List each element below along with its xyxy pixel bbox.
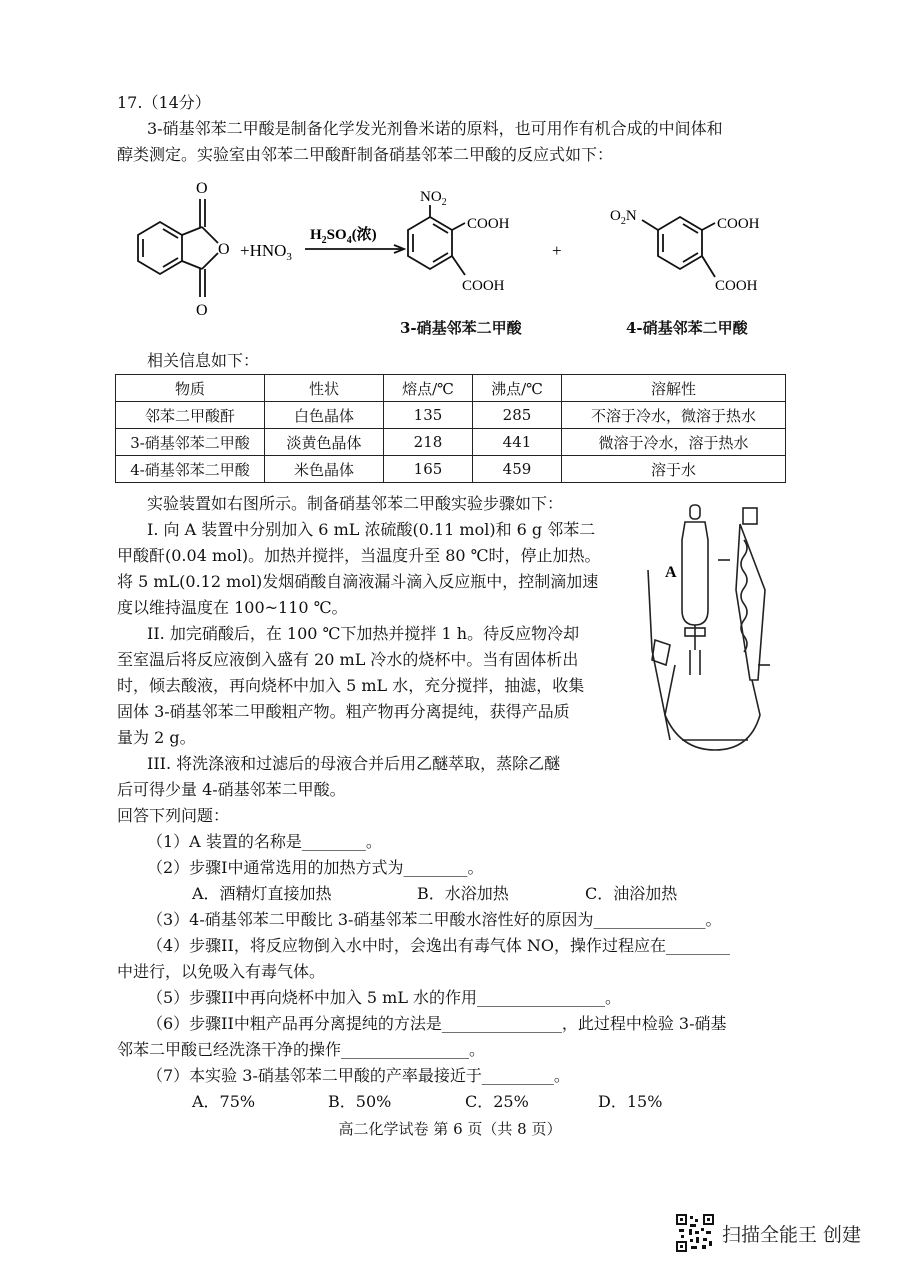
table-cell: 邻苯二甲酸酐 xyxy=(116,402,265,429)
cooh-bottom-2: COOH xyxy=(715,278,758,294)
table-cell: 米色晶体 xyxy=(265,456,384,483)
watermark-text: 扫描全能王 创建 xyxy=(722,1223,862,1246)
q7-option-a: A．75% xyxy=(192,1092,256,1111)
table-row xyxy=(116,402,786,429)
product2-name: 4-硝基邻苯二甲酸 xyxy=(626,319,748,337)
question-5: （5）步骤II中再向烧杯中加入 5 mL 水的作用________________。 xyxy=(147,988,622,1007)
table-cell: 441 xyxy=(473,429,562,456)
qr-code-icon xyxy=(676,1214,714,1252)
q2-option-a: A．酒精灯直接加热 xyxy=(192,884,332,903)
table-cell: 285 xyxy=(473,402,562,429)
table-cell: 溶于水 xyxy=(562,456,786,483)
anhydride-o-top: O xyxy=(196,180,208,197)
intro-text-2: 醇类测定。实验室由邻苯二甲酸酐制备硝基邻苯二甲酸的反应式如下： xyxy=(117,145,614,164)
table-header: 熔点/℃ xyxy=(384,375,473,402)
step2-line3: 时，倾去酸液，再向烧杯中加入 5 mL 水，充分搅拌，抽滤，收集 xyxy=(117,676,585,695)
question-6-line2: 邻苯二甲酸已经洗涤干净的操作________________。 xyxy=(117,1040,486,1059)
table-cell: 不溶于冷水，微溶于热水 xyxy=(562,402,786,429)
table-row xyxy=(116,429,786,456)
cooh-top-1: COOH xyxy=(467,216,510,232)
table-header: 性状 xyxy=(265,375,384,402)
table-header: 溶解性 xyxy=(562,375,786,402)
q2-option-b: B．水浴加热 xyxy=(417,884,509,903)
intro-text-1: 3-硝基邻苯二甲酸是制备化学发光剂鲁米诺的原料，也可用作有机合成的中间体和 xyxy=(147,119,723,138)
info-title: 相关信息如下： xyxy=(147,351,260,370)
steps-lead: 实验装置如右图所示。制备硝基邻苯二甲酸实验步骤如下： xyxy=(147,494,564,513)
question-2: （2）步骤I中通常选用的加热方式为________。 xyxy=(147,858,484,877)
step3-line1: III. 将洗涤液和过滤后的母液合并后用乙醚萃取，蒸除乙醚 xyxy=(147,754,561,773)
table-cell: 459 xyxy=(473,456,562,483)
cooh-top-2: COOH xyxy=(717,216,760,232)
table-cell: 135 xyxy=(384,402,473,429)
q7-option-b: B．50% xyxy=(328,1092,392,1111)
page-footer: 高二化学试卷 第 6 页（共 8 页） xyxy=(338,1120,562,1138)
product1-name: 3-硝基邻苯二甲酸 xyxy=(400,319,522,337)
question-3: （3）4-硝基邻苯二甲酸比 3-硝基邻苯二甲酸水溶性好的原因为______________。 xyxy=(147,910,722,929)
reaction-scheme xyxy=(120,175,800,340)
svg-text:H2SO4(浓): $H_2SO_4$(浓) xyxy=(310,227,377,246)
question-6-line1: （6）步骤II中粗产品再分离提纯的方法是_______________，此过程中检验 3-硝基 xyxy=(147,1014,727,1033)
step2-line5: 量为 2 g。 xyxy=(117,728,196,747)
q7-option-d: D．15% xyxy=(598,1092,663,1111)
table-cell: 淡黄色晶体 xyxy=(265,429,384,456)
cooh-bottom-1: COOH xyxy=(462,278,505,294)
plus-sign: + xyxy=(552,241,562,260)
reagent-hno3: +HNO xyxy=(240,241,287,260)
table-cell: 3-硝基邻苯二甲酸 xyxy=(116,429,265,456)
table-header-row xyxy=(116,375,786,402)
apparatus-diagram xyxy=(640,500,790,755)
svg-text:NO2: $NO_2$ xyxy=(420,189,447,208)
q2-option-c: C．油浴加热 xyxy=(585,884,678,903)
step1-line1: I. 向 A 装置中分别加入 6 mL 浓硫酸(0.11 mol)和 6 g 邻苯二 xyxy=(147,520,596,539)
apparatus-label-a: A xyxy=(665,564,677,581)
table-row xyxy=(116,456,786,483)
table-cell: 微溶于冷水，溶于热水 xyxy=(562,429,786,456)
anhydride-o-bottom: O xyxy=(196,302,208,319)
step1-line2: 甲酸酐(0.04 mol)。加热并搅拌，当温度升至 80 ℃时，停止加热。 xyxy=(117,546,601,565)
questions-lead: 回答下列问题： xyxy=(117,806,230,825)
question-4-line1: （4）步骤II，将反应物倒入水中时，会逸出有毒气体 NO，操作过程应在________ xyxy=(147,936,731,955)
svg-text:+HNO3: $+HNO_3$ xyxy=(240,241,292,263)
table-cell: 218 xyxy=(384,429,473,456)
table-cell: 4-硝基邻苯二甲酸 xyxy=(116,456,265,483)
question-1: （1）A 装置的名称是________。 xyxy=(147,832,382,851)
question-7: （7）本实验 3-硝基邻苯二甲酸的产率最接近于_________。 xyxy=(147,1066,570,1085)
table-header: 物质 xyxy=(116,375,265,402)
q7-option-c: C．25% xyxy=(465,1092,529,1111)
table-cell: 白色晶体 xyxy=(265,402,384,429)
question-4-line2: 中进行，以免吸入有毒气体。 xyxy=(117,962,326,981)
step1-line4: 度以维持温度在 100~110 ℃。 xyxy=(117,598,348,617)
svg-text:O2N: $O_2N$ xyxy=(610,208,637,227)
scanner-watermark xyxy=(676,1214,861,1252)
step1-line3: 将 5 mL(0.12 mol)发烟硝酸自滴液漏斗滴入反应瓶中，控制滴加速 xyxy=(117,572,599,591)
step2-line2: 至室温后将反应液倒入盛有 20 mL 冷水的烧杯中。当有固体析出 xyxy=(117,650,579,669)
step3-line2: 后可得少量 4-硝基邻苯二甲酸。 xyxy=(117,780,346,799)
step2-line4: 固体 3-硝基邻苯二甲酸粗产物。粗产物再分离提纯，获得产品质 xyxy=(117,702,570,721)
question-number: 17.（14分） xyxy=(117,93,211,112)
step2-line1: II. 加完硝酸后，在 100 ℃下加热并搅拌 1 h。待反应物冷却 xyxy=(147,624,580,643)
table-header: 沸点/℃ xyxy=(473,375,562,402)
properties-table xyxy=(115,374,786,483)
anhydride-o-ring: O xyxy=(218,241,230,258)
table-cell: 165 xyxy=(384,456,473,483)
